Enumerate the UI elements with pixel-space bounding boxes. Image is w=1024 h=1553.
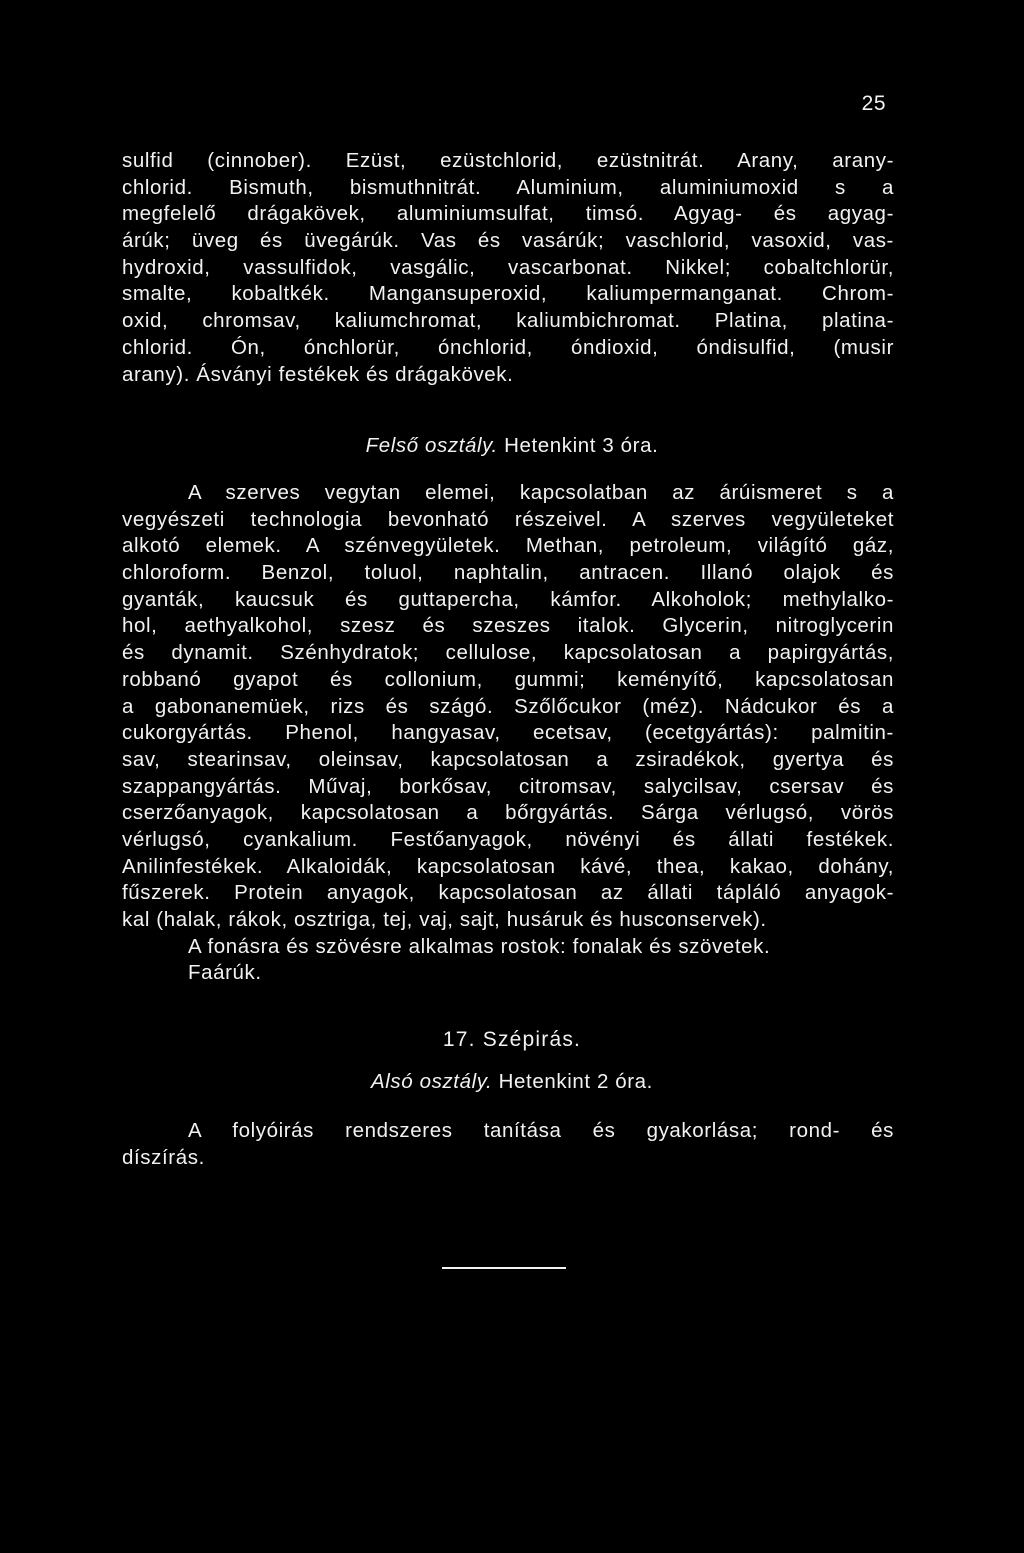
paragraph-line: hol, aethyalkohol, szesz és szeszes italok. Glycerin, nitroglycerin bbox=[122, 614, 894, 638]
divider-rule bbox=[442, 1267, 566, 1269]
paragraph-line: árúk; üveg és üvegárúk. Vas és vasárúk; vaschlorid, vasoxid, vas- bbox=[122, 229, 894, 253]
lower-class-paragraph bbox=[122, 1118, 894, 1171]
paragraph-line: vérlugsó, cyankalium. Festőanyagok, növényi és állati festékek. bbox=[122, 827, 894, 851]
paragraph-line: oxid, chromsav, kaliumchromat, kaliumbichromat. Platina, platina- bbox=[122, 309, 894, 333]
paragraph-line: A szerves vegytan elemei, kapcsolatban az árúismeret s a bbox=[188, 481, 894, 504]
upper-class-paragraph bbox=[122, 480, 894, 987]
paragraph-line: gyanták, kaucsuk és guttapercha, kámfor. Alkoholok; methylalko- bbox=[122, 587, 894, 611]
paragraph-line: Anilinfestékek. Alkaloidák, kapcsolatosan kávé, thea, kakao, dohány, bbox=[122, 854, 894, 878]
paragraph-line: smalte, kobaltkék. Mangansuperoxid, kaliumpermanganat. Chrom- bbox=[122, 282, 894, 306]
intro-paragraph bbox=[122, 148, 894, 388]
paragraph-line: arany). Ásványi festékek és drágakövek. bbox=[122, 362, 514, 386]
upper-class-heading bbox=[0, 434, 1024, 458]
paragraph-line: kal (halak, rákok, osztriga, tej, vaj, sajt, husáruk és husconservek). bbox=[122, 908, 767, 931]
heading-rest: Hetenkint 2 óra. bbox=[492, 1070, 653, 1093]
heading-italic: Alsó osztály. bbox=[371, 1070, 493, 1093]
paragraph-line: chlorid. Bismuth, bismuthnitrát. Aluminium, aluminiumoxid s a bbox=[122, 175, 894, 199]
heading-rest: Hetenkint 3 óra. bbox=[497, 434, 659, 457]
paragraph-line: robbanó gyapot és collonium, gummi; keményítő, kapcsolatosan bbox=[122, 667, 894, 691]
paragraph-line: cukorgyártás. Phenol, hangyasav, ecetsav, (ecetgyártás): palmitin- bbox=[122, 721, 894, 745]
heading-italic: Felső osztály. bbox=[365, 434, 498, 457]
paragraph-line: A fonásra és szövésre alkalmas rostok: fonalak és szövetek. bbox=[188, 934, 771, 958]
paragraph-line: fűszerek. Protein anyagok, kapcsolatosan az állati tápláló anyagok- bbox=[122, 881, 894, 905]
paragraph-line: a gabonanemüek, rizs és szágó. Szőlőcukor (méz). Nádcukor és a bbox=[122, 694, 894, 718]
paragraph-line: chloroform. Benzol, toluol, naphtalin, antracen. Illanó olajok és bbox=[122, 561, 894, 585]
paragraph-line: díszírás. bbox=[122, 1145, 205, 1169]
paragraph-line: alkotó elemek. A szénvegyületek. Methan, petroleum, világító gáz, bbox=[122, 534, 894, 558]
paragraph-line: A folyóirás rendszeres tanítása és gyakorlása; rond- és bbox=[188, 1119, 894, 1142]
section-title: 17. Szépirás. bbox=[442, 1028, 582, 1051]
paragraph-line: megfelelő drágakövek, aluminiumsulfat, timsó. Agyag- és agyag- bbox=[122, 202, 894, 226]
paragraph-line: sulfid (cinnober). Ezüst, ezüstchlorid, ezüstnitrát. Arany, arany- bbox=[122, 149, 894, 172]
paragraph-line: Faárúk. bbox=[188, 961, 262, 985]
paragraph-line: chlorid. Ón, ónchlorür, ónchlorid, óndioxid, óndisulfid, (musir bbox=[122, 335, 894, 359]
lower-class-heading bbox=[0, 1070, 1024, 1094]
paragraph-line: szappangyártás. Művaj, borkősav, citromsav, salycilsav, csersav és bbox=[122, 774, 894, 798]
page-number: 25 bbox=[861, 92, 886, 115]
paragraph-line: sav, stearinsav, oleinsav, kapcsolatosan a zsiradékok, gyertya és bbox=[122, 747, 894, 771]
paragraph-line: és dynamit. Szénhydratok; cellulose, kapcsolatosan a papirgyártás, bbox=[122, 641, 894, 665]
paragraph-line: cserzőanyagok, kapcsolatosan a bőrgyártás. Sárga vérlugsó, vörös bbox=[122, 801, 894, 825]
paragraph-line: hydroxid, vassulfidok, vasgálic, vascarbonat. Nikkel; cobaltchlorür, bbox=[122, 255, 894, 279]
paragraph-line: vegyészeti technologia bevonható részeivel. A szerves vegyületeket bbox=[122, 507, 894, 531]
